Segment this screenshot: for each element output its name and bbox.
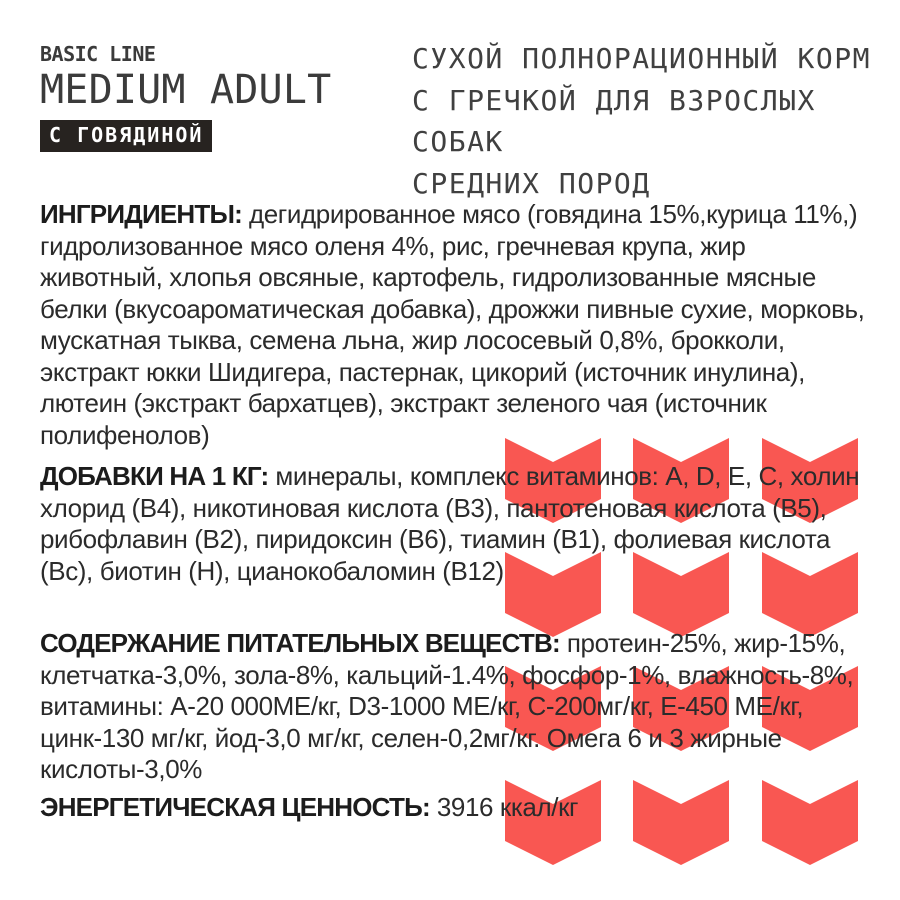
ingredients-section [40,199,874,451]
nutrients-text: протеин-25%, жир-15%, клетчатка-3,0%, зола-8%, кальций-1.4%, фосфор-1%, влажность-8%, витамины: А-20 000МЕ/кг, D3-1000 МЕ/кг, С-200мг/кг, Е-450 МЕ/кг, цинк-130 мг/кг, йод-3,0 мг/кг, селен-0,2мг/кг. Омега 6 и 3 жирные кислоты-3,0% [40,628,854,784]
nutrients-section [40,628,874,786]
additives-section [40,461,874,587]
product-description-line: С ГРЕЧКОЙ ДЛЯ ВЗРОСЛЫХ СОБАК [412,83,816,158]
product-description-line: СУХОЙ ПОЛНОРАЦИОННЫЙ КОРМ [412,42,871,75]
ingredients-label: ИНГРИДИЕНТЫ: [40,199,242,229]
product-description [412,38,900,204]
brand-block [40,42,331,152]
energy-section [40,792,680,824]
ingredients-text: дегидрированное мясо (говядина 15%,курица 11%,) гидролизованное мясо оленя 4%, рис, гречневая крупа, жир животный, хлопья овсяные, картофель, гидролизованные мясные белки (вкусоароматическая добавка), дрожжи пивные сухие, морковь, мускатная тыква, семена льна, жир лососевый 0,8%, брокколи, экстракт юкки Шидигера, пастернак, цикорий (источник инулина), лютеин (экстракт бархатцев), экстракт зеленого чая (источник полифенолов) [40,199,865,450]
chevron-down-icon [762,780,858,865]
energy-value: 3916 ккал/кг [436,792,579,822]
additives-label: ДОБАВКИ НА 1 КГ: [40,461,269,491]
energy-label: ЭНЕРГЕТИЧЕСКАЯ ЦЕННОСТЬ: [40,792,430,822]
product-line-label: BASIC LINE [40,42,156,66]
additives-text: минералы, комплекс витаминов: A, D, E, C, холин хлорид (В4), никотиновая кислота (В3), пантотеновая кислота (В5), рибофлавин (В2), пиридоксин (В6), тиамин (В1), фолиевая кислота (Вс), биотин (Н), цианокобаломин (В12) [40,461,860,586]
flavor-badge: С ГОВЯДИНОЙ [40,120,212,152]
product-description-line: СРЕДНИХ ПОРОД [412,166,651,200]
product-name: MEDIUM ADULT [40,67,332,113]
nutrients-label: СОДЕРЖАНИЕ ПИТАТЕЛЬНЫХ ВЕЩЕСТВ: [40,628,560,658]
